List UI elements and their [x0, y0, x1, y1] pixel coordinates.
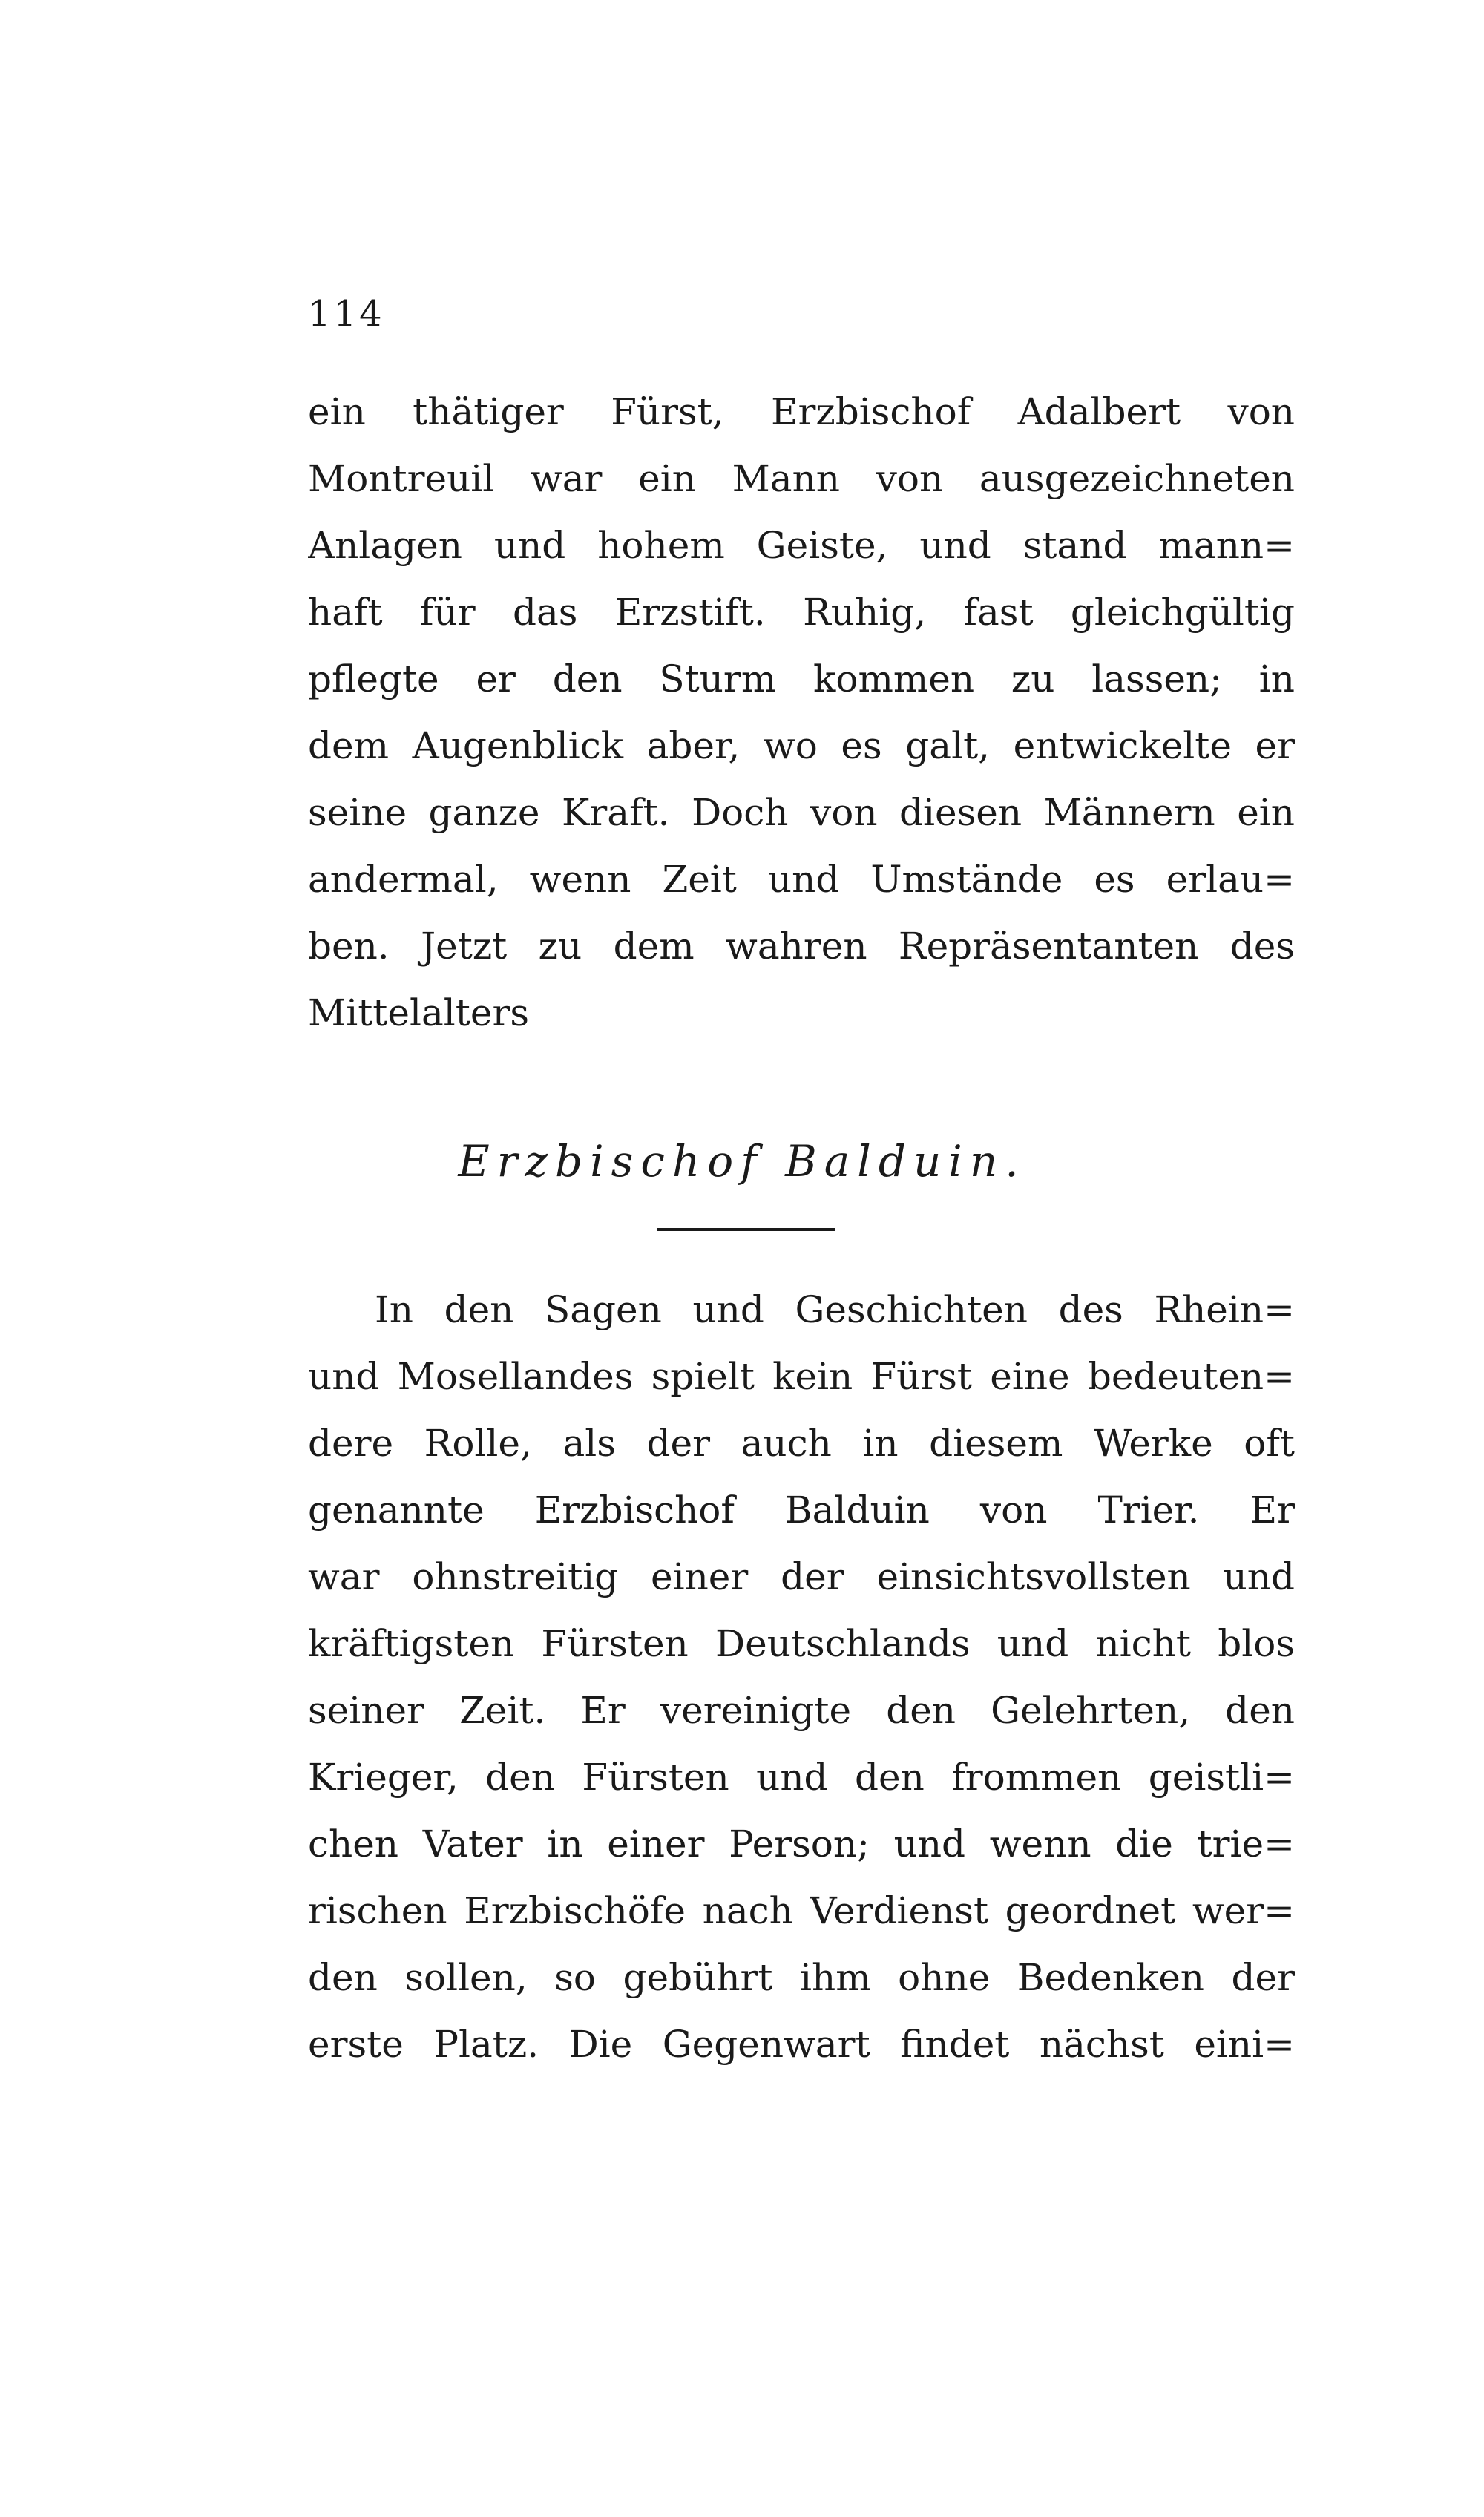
- text-line: rischen Erzbischöfe nach Verdienst geordnet wer=: [308, 1889, 1295, 1932]
- text-line: Anlagen und hohem Geiste, und stand mann=: [308, 524, 1295, 567]
- text-line: Montreuil war ein Mann von ausgezeichneten: [308, 457, 1295, 500]
- text-line: kräftigsten Fürsten Deutschlands und nicht blos: [308, 1622, 1295, 1665]
- text-line: ein thätiger Fürst, Erzbischof Adalbert von: [308, 390, 1295, 433]
- text-line: erste Platz. Die Gegenwart findet nächst eini=: [308, 2023, 1295, 2066]
- text-line: seine ganze Kraft. Doch von diesen Männern ein: [308, 791, 1295, 834]
- text-line: genannte Erzbischof Balduin von Trier. Er: [308, 1489, 1295, 1532]
- page-number: 114: [308, 293, 385, 335]
- text-line: seiner Zeit. Er vereinigte den Gelehrten, den: [308, 1689, 1295, 1732]
- text-line: haft für das Erzstift. Ruhig, fast gleichgültig: [308, 591, 1295, 634]
- paragraph-adalbert: [308, 378, 1295, 1046]
- text-line: pflegte er den Sturm kommen zu lassen; in: [308, 657, 1295, 700]
- text-line: chen Vater in einer Person; und wenn die trie=: [308, 1822, 1295, 1865]
- text-line: dere Rolle, als der auch in diesem Werke oft: [308, 1422, 1295, 1465]
- text-line: andermal, wenn Zeit und Umstände es erlau=: [308, 858, 1295, 901]
- paragraph-balduin: [308, 1276, 1295, 2078]
- text-line: Krieger, den Fürsten und den frommen geistli=: [308, 1756, 1295, 1799]
- heading-rule: [657, 1228, 835, 1231]
- text-line: Mittelalters: [308, 991, 529, 1034]
- section-heading: Erzbischof Balduin.: [458, 1136, 1026, 1187]
- text-line: ben. Jetzt zu dem wahren Repräsentanten des: [308, 925, 1295, 968]
- text-line: war ohnstreitig einer der einsichtsvollsten und: [308, 1555, 1295, 1598]
- text-line: und Mosellandes spielt kein Fürst eine bedeuten=: [308, 1355, 1295, 1398]
- text-line: In den Sagen und Geschichten des Rhein=: [375, 1288, 1295, 1331]
- text-line: den sollen, so gebührt ihm ohne Bedenken der: [308, 1956, 1295, 1999]
- text-line: dem Augenblick aber, wo es galt, entwickelte er: [308, 724, 1295, 767]
